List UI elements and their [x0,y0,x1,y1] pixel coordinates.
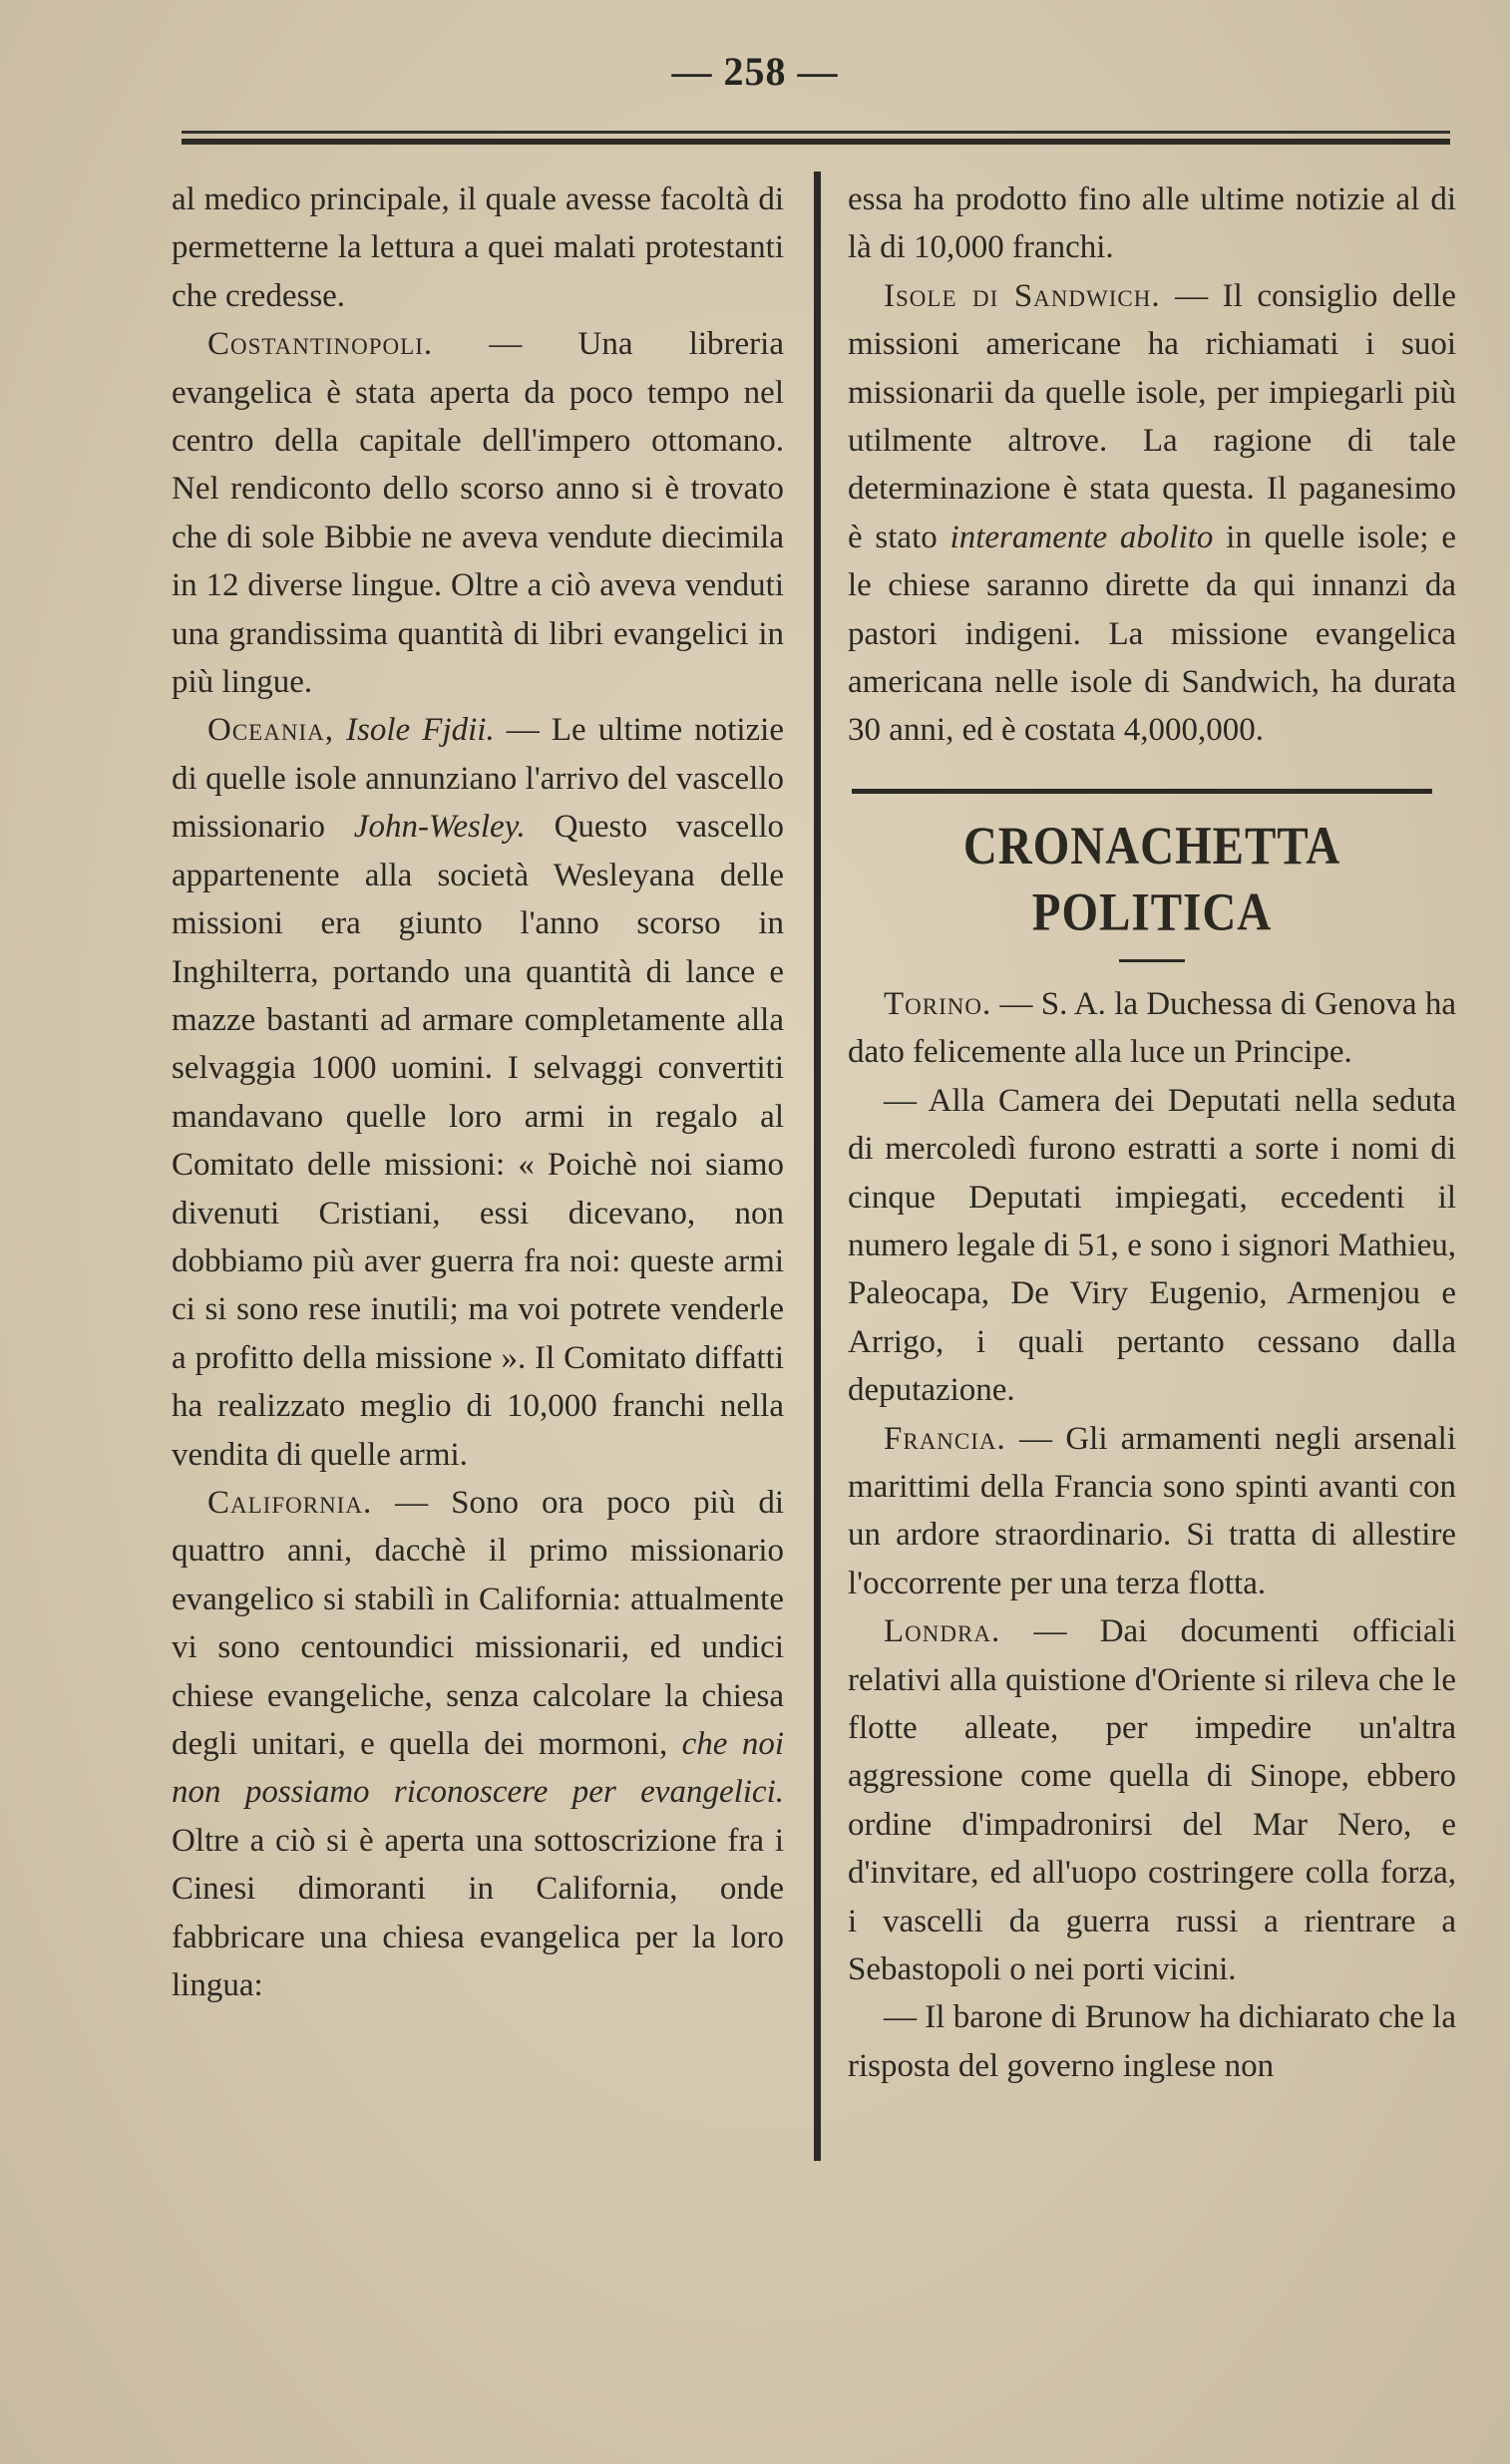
column-divider [814,172,821,2161]
text-londra: — Dai documenti officiali relativi alla quistione d'Oriente si rileva che le flotte alleate, per impedire un'altra aggressione come quella di Sinope, ebbero ordine d'impadronirsi del Mar Nero, e d'invitare, ed all'uopo costringere colla forza, i vascelli da guerra russi a rientrare a Sebastopoli o nei porti vicini. [848,1613,1456,1987]
paragraph-torino [848,980,1456,1077]
ship-name: John-Wesley. [353,809,526,846]
text-costantinopoli: — Una libreria evangelica è stata aperta da poco tempo nel centro della capitale dell'impero ottomano. Nel rendiconto dello scorso anno si è trovato che di sole Bibbie ne aveva vendute diecimila in 12 diverse lingue. Oltre a ciò aveva venduti una grandissima quantità di libri evangelici in più lingue. [172,326,784,701]
place-francia: Francia. [884,1420,1006,1457]
paragraph-londra [848,1607,1456,1993]
text-oceania-b: Questo vascello appartenente alla società Wesleyana delle missioni era giunto l'anno scorso in Inghilterra, portando una quantità di lance e mazze bastanti ad armare completamente alla selvaggia 1000 uomini. I selvaggi convertiti mandavano quelle loro armi in regalo al Comitato delle missioni: « Poichè noi siamo divenuti Cristiani, essi dicevano, non dobbiamo più aver guerra fra noi: queste armi ci si sono rese inutili; ma voi potrete venderle a profitto della missione ». Il Comitato diffatti ha realizzato meglio di 10,000 franchi nella vendita di quelle armi. [172,809,784,1473]
paragraph-california [172,1479,784,2009]
text-francia: — Gli armamenti negli arsenali marittimi della Francia sono spinti avanti con un ardore straordinario. Si tratta di allestire l'occorrente per una terza flotta. [848,1420,1456,1601]
text-sandwich-a: — Il consiglio delle missioni americane ha richiamati i suoi missionarii da quelle isole, per impiegarli più utilmente altrove. La ragione di tale determinazione è stata questa. Il paganesimo è stato [848,277,1456,555]
text-oceania-a: — Le ultime notizie di quelle isole annunziano l'arrivo del vascello missionario [172,712,784,846]
place-isole-fjdii: Isole Fjdii. [333,712,495,749]
paragraph-francia [848,1415,1456,1608]
place-londra: Londra. [884,1613,1001,1650]
paragraph-sandwich [848,272,1456,755]
paragraph-camera: — Alla Camera dei Deputati nella seduta di mercoledì furono estratti a sorte i nomi di cinque Deputati impiegati, eccedenti il numero legale di 51, e sono i signori Mathieu, Paleocapa, De Viry Eugenio, Armenjou e Arrigo, i quali pertanto cessano dalla deputazione. [848,1082,1456,1409]
place-costantinopoli: Costantinopoli. [207,326,434,363]
text-california-b: Oltre a ciò si è aperta una sottoscrizione fra i Cinesi dimoranti in California, onde fabbricare una chiesa evangelica per la loro lingua: [172,1822,784,2004]
text-california-a: — Sono ora poco più di quattro anni, dacchè il primo missionario evangelico si stabilì in California: attualmente vi sono centoundici missionarii, ed undici chiese evangeliche, senza calcolare la chiesa degli unitari, e quella dei mormoni, [172,1484,784,1762]
paragraph-oceania [172,706,784,1479]
header-rule-thick [182,139,1450,145]
emphasis-evangelici: che noi non possiamo riconoscere per evangelici. [172,1726,784,1811]
place-oceania: Oceania, [207,712,334,749]
section-rule [852,789,1432,794]
place-torino: Torino. [884,985,992,1022]
section-title: CRONACHETTA POLITICA [962,816,1341,943]
text-sandwich-b: in quelle isole; e le chiese saranno dirette da qui innanzi da pastori indigeni. La missione evangelica americana nelle isole di Sandwich, ha durata 30 anni, ed è costata 4,000,000. [848,519,1456,749]
text-torino: — S. A. la Duchessa di Genova ha dato felicemente alla luce un Principe. [848,985,1456,1071]
emphasis-abolito: interamente abolito [949,519,1214,555]
page-number: — 258 — [671,49,839,94]
place-california: California. [207,1484,373,1521]
place-sandwich: Isole di Sandwich. [884,277,1161,314]
paragraph-costantinopoli [172,320,784,706]
section-short-rule [1119,959,1185,962]
right-column [848,176,1456,2090]
paragraph-continuation: essa ha prodotto fino alle ultime notizie al di là di 10,000 franchi. [848,181,1456,266]
header-rule [182,131,1450,134]
paragraph-brunow: — Il barone di Brunow ha dichiarato che la risposta del governo inglese non [848,1999,1456,2084]
left-column [172,176,784,2009]
paragraph-medico: al medico principale, il quale avesse facoltà di permetterne la lettura a quei malati protestanti che credesse. [172,181,784,314]
